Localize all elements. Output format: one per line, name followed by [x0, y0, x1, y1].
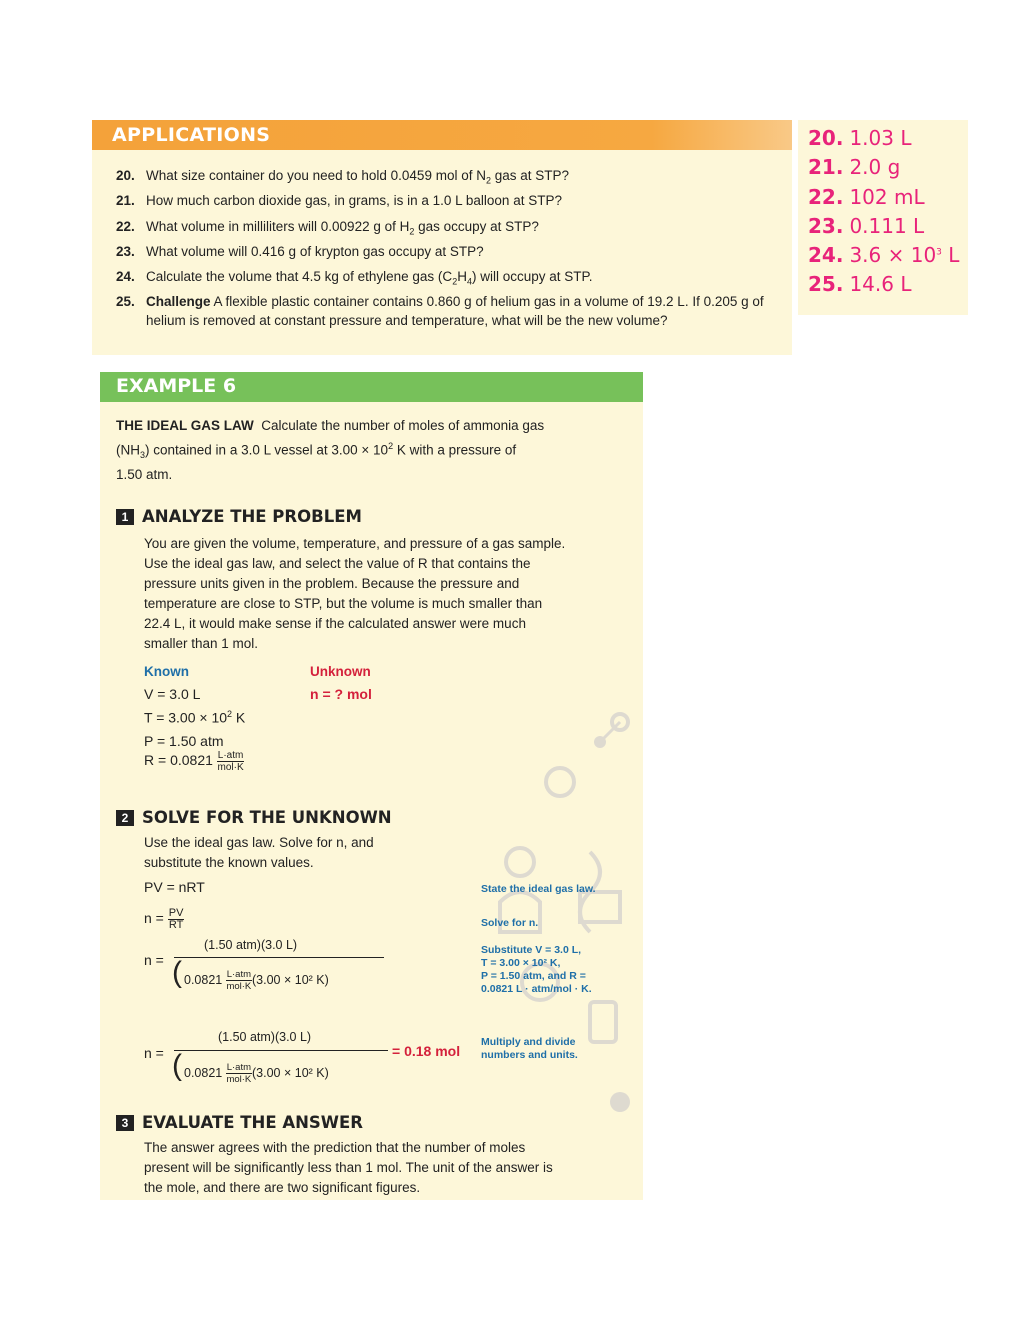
- equation-result-numerator: (1.50 atm)(3.0 L): [218, 1030, 312, 1044]
- known-pressure: P = 1.50 atm: [144, 733, 224, 749]
- equation-substitute-denominator: 0.0821 $\frac{\text{L·atm}}{\text{mol·K}}$ (3.00 × 10² K): [184, 969, 329, 992]
- left-paren: (: [172, 956, 182, 989]
- example-header: [100, 372, 643, 402]
- equation-result-value: = 0.18 mol: [392, 1043, 461, 1059]
- known-label: Known: [144, 664, 189, 679]
- answer-24: 24. $3.6 \times 10^3$ L: [808, 243, 960, 267]
- applications-header: [92, 120, 792, 150]
- fraction-bar-result: [174, 1050, 388, 1051]
- answer-21: 21. 2.0 g: [808, 155, 901, 179]
- answer-22: 22. 102 mL: [808, 185, 925, 209]
- step-analyze-heading: 1 ANALYZE THE PROBLEM: [116, 507, 362, 529]
- evaluate-text: The answer agrees with the prediction that the number of moles present will be significantly less than 1 mol. The unit of the answer is the mole, and there are two significant figures.: [144, 1140, 553, 1195]
- answer-23: 23. 0.111 L: [808, 214, 925, 238]
- fraction-bar: [174, 957, 384, 958]
- question-24: 24. Calculate the volume that 4.5 kg of ethylene gas $(C_2H_4)$ will occupy at STP.: [116, 269, 593, 287]
- question-25: 25. Challenge A flexible plastic container contains 0.860 g of helium gas in a volume of 19.2 L. If 0.205 g of helium is removed at constant pressure and temperature, what will be the new volume?: [116, 294, 764, 328]
- question-21: 21. How much carbon dioxide gas, in grams, is in a 1.0 L balloon at STP?: [116, 193, 562, 208]
- example-title: EXAMPLE 6: [116, 375, 237, 397]
- known-volume: V = 3.0 L: [144, 686, 201, 702]
- applications-title: APPLICATIONS: [112, 124, 271, 146]
- note-solve-n: Solve for n.: [481, 917, 539, 929]
- applications-panel: [92, 120, 792, 355]
- left-paren-result: (: [172, 1049, 182, 1082]
- answers-panel: [798, 120, 968, 315]
- analyze-text: You are given the volume, temperature, and pressure of a gas sample. Use the ideal gas law, and select the value of R that contains the pressure units given in the problem. Because the pressure and temperature are close to STP, but the volume is much smaller than 22.4 L, it would make sense if the calculated answer were much smaller than 1 mol.: [144, 536, 566, 651]
- answer-25: 25. 14.6 L: [808, 272, 912, 296]
- equation-result-denominator: 0.0821 $\frac{\text{L·atm}}{\text{mol·K}}$ (3.00 × 10² K): [184, 1062, 329, 1085]
- example-panel: [100, 372, 643, 1200]
- note-state-law: State the ideal gas law.: [481, 883, 596, 895]
- known-gas-constant: R = 0.0821 $\frac{\text{L·atm}}{\text{mol·K}}$: [144, 750, 244, 773]
- equation-substitute-lhs: n =: [144, 952, 164, 968]
- unknown-moles: n = ? mol: [310, 686, 372, 702]
- example-intro: THE IDEAL GAS LAW Calculate the number of moles of ammonia gas $(NH_3)$ contained in a 3.0 L vessel at $3.00 \times 10^2$ K with a pressure of 1.50 atm.: [116, 418, 545, 483]
- equation-solve-n: n = $\frac{PV}{RT}$: [144, 907, 184, 931]
- question-22: 22. What volume in milliliters will 0.00922 g of $H_2$ gas occupy at STP?: [116, 219, 539, 237]
- unknown-label: Unknown: [310, 664, 371, 679]
- step-solve-heading: 2 SOLVE FOR THE UNKNOWN: [116, 808, 392, 830]
- note-multiply-divide: Multiply and divide numbers and units.: [481, 1036, 578, 1061]
- question-20: 20. What size container do you need to hold 0.0459 mol of $N_2$ gas at STP?: [116, 168, 570, 186]
- note-substitute: Substitute V = 3.0 L, T = 3.00 × 10² K, P = 1.50 atm, and R = 0.0821 L · atm/mol · K.: [481, 944, 592, 995]
- equation-substitute-numerator: (1.50 atm)(3.0 L): [204, 938, 298, 952]
- equation-result-lhs: n =: [144, 1045, 164, 1061]
- step-evaluate-heading: 3 EVALUATE THE ANSWER: [116, 1113, 363, 1135]
- equation-ideal-gas-law: PV = nRT: [144, 879, 205, 895]
- solve-text: Use the ideal gas law. Solve for n, and substitute the known values.: [144, 835, 374, 870]
- question-23: 23. What volume will 0.416 g of krypton gas occupy at STP?: [116, 244, 484, 259]
- answer-20: 20. 1.03 L: [808, 126, 912, 150]
- known-temperature: $T = 3.00 \times 10^2$ K: [144, 709, 246, 726]
